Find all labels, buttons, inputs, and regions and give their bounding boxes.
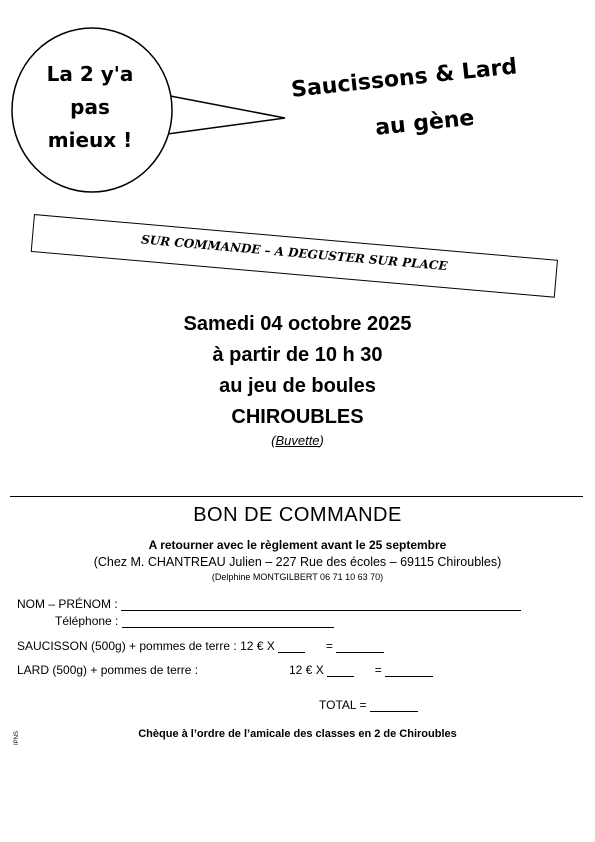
lard-calc: [289, 663, 433, 677]
order-banner: [31, 214, 558, 298]
headline-line2: au gène: [374, 105, 476, 141]
banner-text: SUR COMMANDE – A DEGUSTER SUR PLACE: [140, 232, 449, 274]
lard-price: 12 € X: [289, 663, 324, 677]
saucisson-row: [17, 639, 384, 653]
contact-line: (Delphine MONTGILBERT 06 71 10 63 70): [211, 572, 384, 582]
side-mark: IPNS: [14, 730, 20, 745]
form-title: BON DE COMMANDE: [193, 504, 402, 526]
saucisson-amount-field[interactable]: [336, 652, 384, 653]
event-date: Samedi 04 octobre 2025: [183, 313, 412, 335]
total-row: [319, 698, 418, 712]
name-label: NOM – PRÉNOM :: [17, 597, 118, 611]
event-town: CHIROUBLES: [231, 406, 364, 428]
lard-qty-field[interactable]: [327, 676, 354, 677]
lard-row: [17, 663, 198, 677]
name-row: [17, 597, 521, 611]
phone-row: [55, 614, 334, 628]
phone-field[interactable]: [122, 627, 334, 628]
total-field[interactable]: [370, 711, 418, 712]
total-label: TOTAL =: [319, 698, 367, 712]
event-time: à partir de 10 h 30: [212, 344, 383, 366]
lard-equals: =: [374, 663, 382, 677]
event-place: au jeu de boules: [219, 375, 376, 397]
bubble-text: La 2 y'a pas mieux !: [46, 62, 134, 152]
divider: [10, 496, 583, 497]
return-address: (Chez M. CHANTREAU Julien – 227 Rue des écoles – 69115 Chiroubles): [93, 555, 502, 569]
headline-line1: Saucissons & Lard: [290, 54, 519, 103]
saucisson-equals: =: [325, 639, 333, 653]
return-note: A retourner avec le règlement avant le 25 septembre: [148, 538, 447, 552]
saucisson-label: SAUCISSON (500g) + pommes de terre : 12 € X: [17, 639, 275, 653]
name-field[interactable]: [121, 610, 521, 611]
cheque-note: Chèque à l’ordre de l’amicale des classes en 2 de Chiroubles: [138, 728, 457, 740]
lard-amount-field[interactable]: [385, 676, 433, 677]
saucisson-qty-field[interactable]: [278, 652, 305, 653]
lard-label: LARD (500g) + pommes de terre :: [17, 663, 199, 677]
phone-label: Téléphone :: [55, 614, 119, 628]
buvette-note: (Buvette): [271, 433, 324, 448]
